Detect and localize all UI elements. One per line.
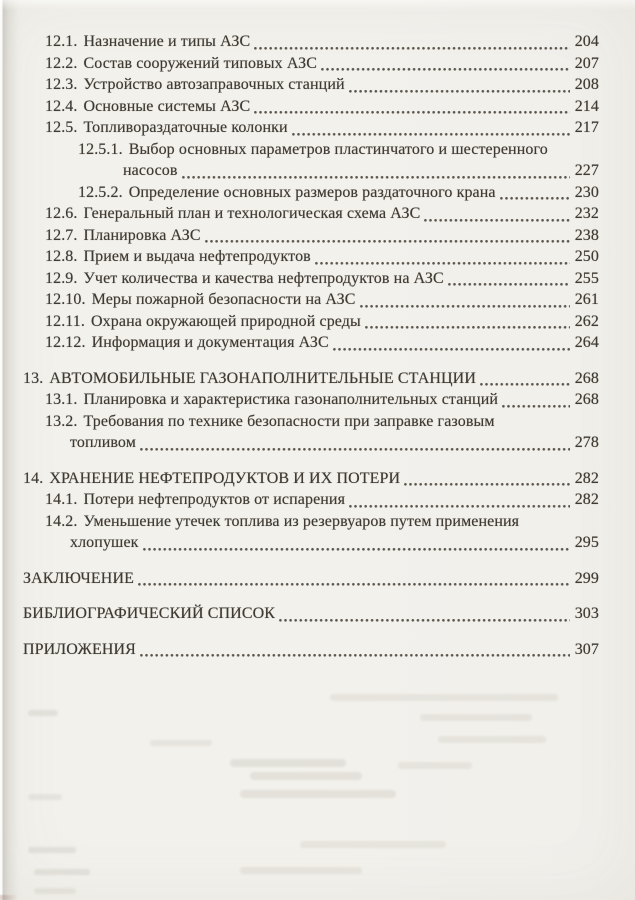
toc-entry-line [45,53,599,75]
entry-page-number: 230 [574,183,599,201]
dotted-leader [254,46,569,51]
dotted-leader [321,67,570,72]
entry-title: Учет количества и качества нефтепродуктов на АЗС [83,269,444,287]
dotted-leader [480,382,570,387]
entry-title: Уменьшение утечек топлива из резервуаров путем применения [83,512,520,530]
toc-entry [23,289,599,311]
entry-page-number: 262 [574,312,599,330]
scan-top-edge [0,0,635,10]
toc-entry [23,268,599,290]
toc-entry [23,411,599,454]
entry-page-number: 238 [574,226,599,244]
entry-title: Планировка и характеристика газонаполнительных станций [83,391,499,408]
entry-title-continuation: насосов [123,162,178,179]
entry-title: ХРАНЕНИЕ НЕФТЕПРОДУКТОВ И ИХ ПОТЕРИ [49,469,401,487]
bleedthrough-mark [438,736,546,743]
entry-page-number: 299 [574,569,599,587]
toc-entry [23,31,599,53]
toc-entry-line [45,389,599,411]
dotted-leader [140,653,570,658]
entry-number: 14.2. [45,512,78,530]
entry-title: Назначение и типы АЗС [83,33,251,50]
bleedthrough-mark [34,869,90,875]
entry-number: 12.1. [45,33,78,50]
entry-number: 12.3. [45,76,78,93]
entry-page-number: 208 [574,76,599,93]
dotted-leader [424,218,569,223]
bleedthrough-mark [420,714,532,721]
entry-title: Устройство автозаправочных станций [83,76,345,93]
bleedthrough-mark [150,740,212,746]
toc-entry-line [45,74,599,96]
toc-entry-line [23,368,599,390]
scan-corner-shadow [0,895,18,900]
toc-entry-line [45,289,599,311]
entry-number: 12.9. [45,269,78,287]
entry-number: 12.12. [45,334,86,351]
entry-page-number: 261 [574,291,599,308]
entry-page-number: 204 [574,33,599,50]
dotted-leader [138,582,570,587]
bleedthrough-mark [250,772,362,780]
toc-entry-line [45,117,599,139]
dotted-leader [140,447,570,452]
toc-entry [23,96,599,118]
entry-title: Основные системы АЗС [83,97,251,115]
bleedthrough-mark [240,867,362,874]
entry-number: 12.5.2. [78,183,123,201]
toc-entry [23,246,599,268]
entry-title: Определение основных размеров раздаточного крана [128,183,496,201]
entry-page-number: 307 [574,640,599,658]
dotted-leader [349,504,570,509]
dotted-leader [315,261,570,266]
toc-entry [23,568,599,590]
toc-entry [23,468,599,490]
toc-entry-line [23,468,599,490]
entry-title: Выбор основных параметров пластинчатого и шестеренного [128,140,548,158]
toc-entry [23,332,599,354]
scan-left-edge [0,0,18,900]
toc-entry-line [23,568,599,590]
entry-number: 13.2. [45,412,78,430]
toc-entry-line [78,182,599,204]
entry-number: 14.1. [45,491,78,508]
bleedthrough-mark [34,888,76,894]
toc-entry-line [23,639,599,661]
toc-entry-line [45,411,599,433]
entry-page-number: 278 [574,434,599,451]
toc-entry-line [45,511,599,533]
toc-entry-continuation-line [78,160,599,182]
toc-entry-line [45,96,599,118]
dotted-leader [349,89,570,94]
dotted-leader [448,282,570,287]
dotted-leader [182,175,570,180]
entry-title: ПРИЛОЖЕНИЯ [23,640,136,658]
toc-entry-line [45,31,599,53]
entry-number: 12.8. [45,248,78,265]
toc-entry [23,139,599,182]
entry-page-number: 268 [574,369,599,387]
toc-entry-line [45,246,599,268]
toc-entry [23,511,599,554]
dotted-leader [205,239,570,244]
entry-title-continuation: хлопушек [70,534,139,551]
toc-entry-line [45,203,599,225]
entry-page-number: 214 [574,97,599,115]
entry-number: 12.6. [45,205,78,222]
entry-number: 12.2. [45,54,78,72]
entry-title: Топливораздаточные колонки [83,119,288,136]
entry-page-number: 207 [574,54,599,72]
entry-page-number: 268 [574,391,599,408]
dotted-leader [365,325,570,330]
bleedthrough-mark [28,794,62,800]
toc-entry [23,368,599,390]
entry-number: 12.10. [45,291,86,308]
toc-entry-continuation-line [45,432,599,454]
entry-title: АВТОМОБИЛЬНЫЕ ГАЗОНАПОЛНИТЕЛЬНЫЕ СТАНЦИИ [49,369,476,387]
toc-entry-line [45,332,599,354]
dotted-leader [333,347,570,352]
entry-page-number: 217 [574,119,599,136]
entry-number: 12.5. [45,119,78,136]
toc-entry-line [78,139,599,161]
entry-number: 13. [23,369,44,387]
bleedthrough-mark [240,790,396,798]
toc-entry [23,74,599,96]
toc-entry-continuation-line [45,532,599,554]
toc-entry-line [45,225,599,247]
toc-entry-line [23,603,599,625]
entry-page-number: 282 [574,491,599,508]
entry-title: Потери нефтепродуктов от испарения [83,491,346,508]
dotted-leader [279,618,570,623]
entry-page-number: 227 [574,162,599,179]
entry-title: Состав сооружений типовых АЗС [83,54,317,72]
entry-title: Прием и выдача нефтепродуктов [83,248,311,265]
bleedthrough-mark [28,847,76,853]
dotted-leader [143,547,570,552]
entry-number: 12.5.1. [78,140,123,158]
toc-entry [23,225,599,247]
entry-title: Планировка АЗС [83,226,201,244]
dotted-leader [404,482,570,487]
toc-list [23,31,599,660]
entry-title: Меры пожарной безопасности на АЗС [91,291,356,308]
entry-number: 13.1. [45,391,78,408]
toc-entry [23,182,599,204]
dotted-leader [292,132,570,137]
entry-number: 12.11. [45,312,86,330]
bleedthrough-mark [330,694,558,701]
entry-title: ЗАКЛЮЧЕНИЕ [23,569,134,587]
toc-entry-line [45,489,599,511]
entry-title: Требования по технике безопасности при заправке газовым [83,412,495,430]
entry-page-number: 295 [574,534,599,551]
toc-entry [23,311,599,333]
bleedthrough-mark [230,759,346,767]
entry-page-number: 264 [574,334,599,351]
toc-entry [23,603,599,625]
toc-entry-line [45,311,599,333]
entry-page-number: 232 [574,205,599,222]
entry-page-number: 282 [574,469,599,487]
toc-entry [23,117,599,139]
entry-title: Информация и документация АЗС [91,334,329,351]
toc-entry [23,389,599,411]
entry-page-number: 250 [574,248,599,265]
entry-title-continuation: топливом [70,434,136,451]
entry-number: 12.7. [45,226,78,244]
entry-title: Генеральный план и технологическая схема АЗС [83,205,421,222]
toc-entry-line [45,268,599,290]
bleedthrough-mark [300,841,446,848]
toc-entry [23,639,599,661]
toc-entry [23,53,599,75]
entry-number: 12.4. [45,97,78,115]
dotted-leader [360,304,570,309]
toc-entry [23,489,599,511]
entry-page-number: 303 [574,605,599,622]
dotted-leader [500,196,570,201]
dotted-leader [502,404,570,409]
entry-number: 14. [23,469,44,487]
entry-title: БИБЛИОГРАФИЧЕСКИЙ СПИСОК [23,605,276,622]
entry-page-number: 255 [574,269,599,287]
entry-title: Охрана окружающей природной среды [91,312,361,330]
bleedthrough-mark [398,762,472,769]
toc-entry [23,203,599,225]
bleedthrough-mark [28,710,58,716]
dotted-leader [254,110,569,115]
